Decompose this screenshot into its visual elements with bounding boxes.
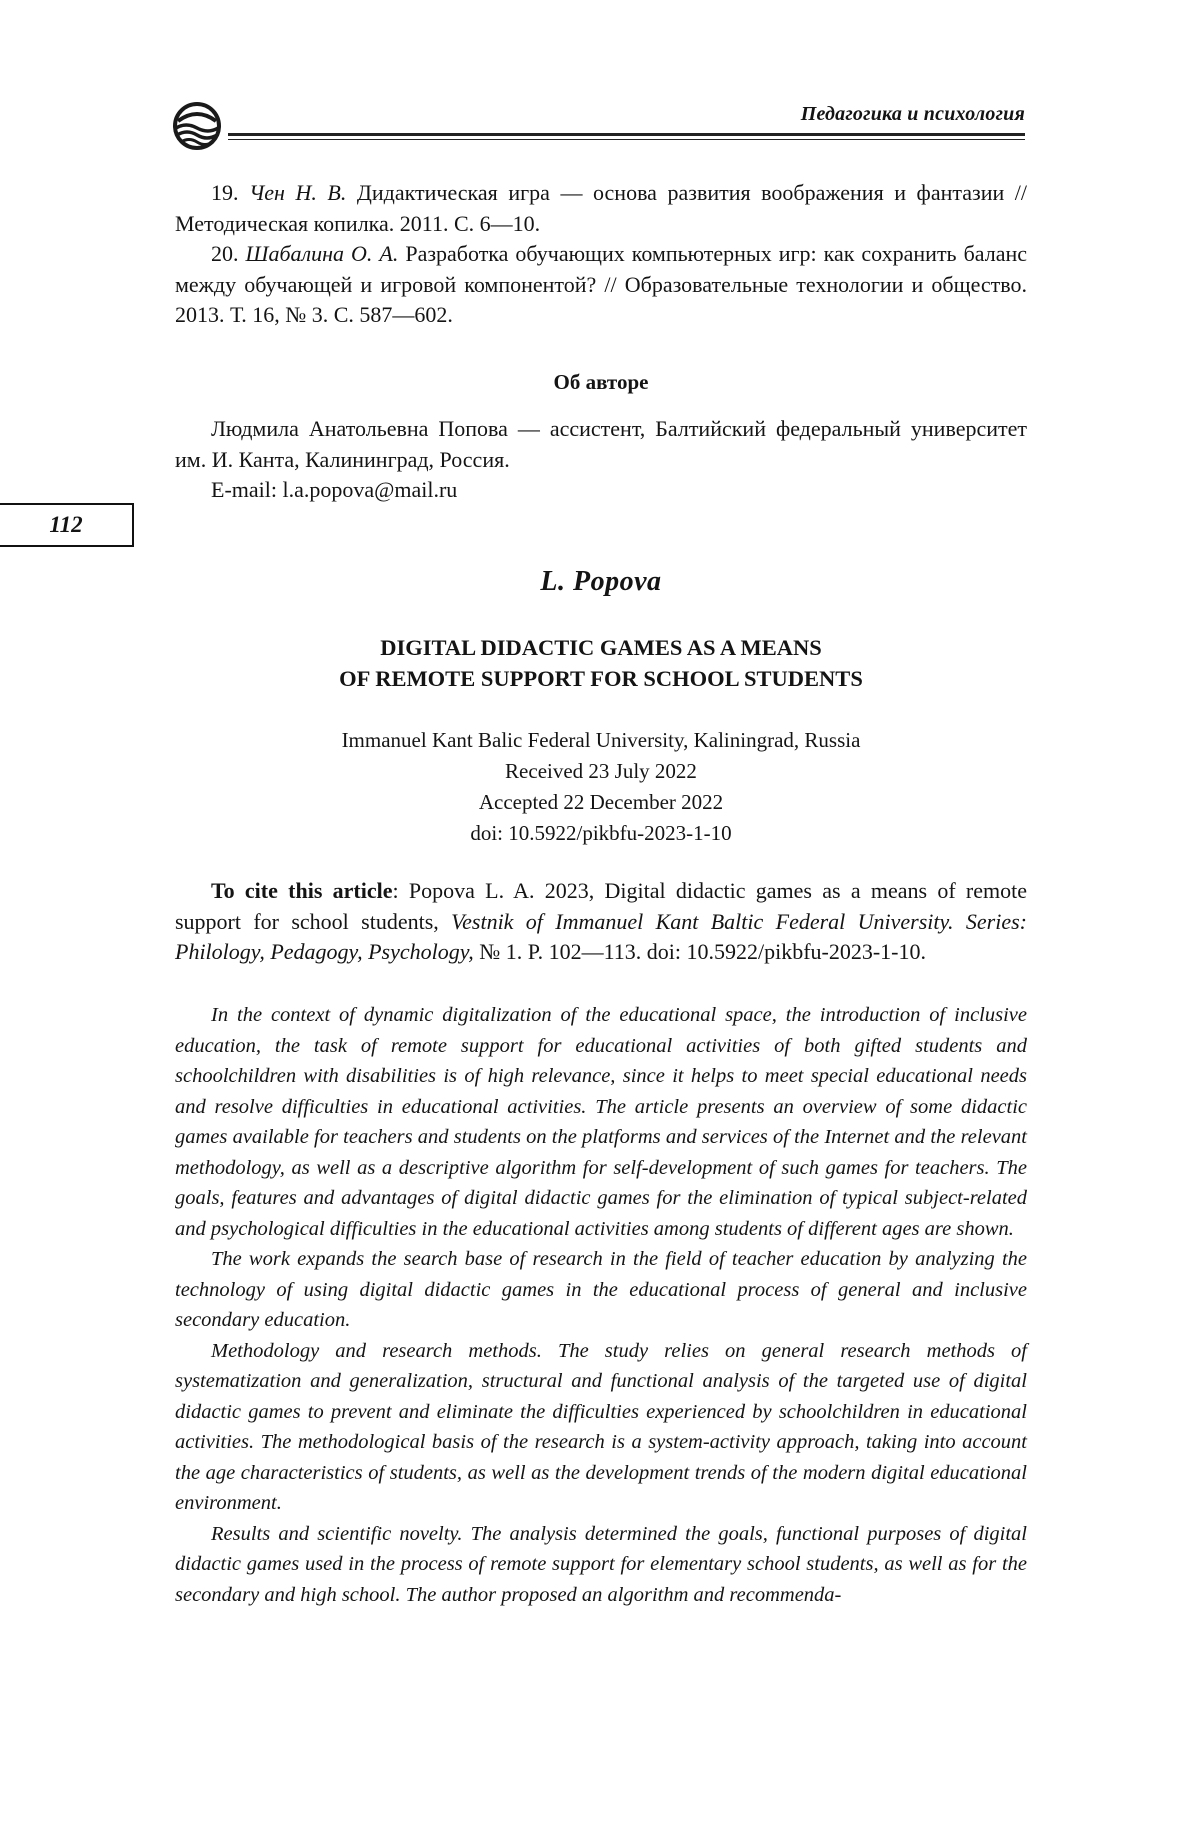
title-line: DIGITAL DIDACTIC GAMES AS A MEANS [380,635,822,660]
abstract-paragraph: In the context of dynamic digitalization of the educational space, the introduction of inclusive education, the task of remote support for educational activities of both gifted students and schoolchildren with disabilities is of high relevance, since it helps to meet special educational needs and resolve difficulties in educational activities. The article presents an overview of some didactic games available for teachers and students on the platforms and services of the Internet and the relevant methodology, as well as a descriptive algorithm for self-development of such games for teachers. The goals, features and advantages of digital didactic games for the elimination of typical subject-related and psychological difficulties in the educational activities among students of different ages are shown. [175,1004,1027,1240]
article-author: L. Popova [540,566,662,597]
journal-logo-icon [170,101,232,151]
citation-label: To cite this article [211,878,393,903]
header-rule [228,133,1025,136]
doi: doi: 10.5922/pikbfu-2023-1-10 [470,821,732,845]
author-bio: Людмила Анатольевна Попова — ассистент, Балтийский федеральный университет им. И. Канта, Калининград, Россия. [175,416,1027,472]
abstract [175,1000,1027,1610]
abstract-paragraph: The work expands the search base of research in the field of teacher education by analyzing the technology of using digital didactic games in the educational process of general and inclusive secondary education. [175,1248,1027,1331]
abstract-paragraph: Methodology and research methods. The study relies on general research methods of systematization and generalization, structural and functional analysis of the targeted use of digital didactic games to prevent and eliminate the difficulties experienced by schoolchildren in educational activities. The methodological basis of the research is a system-activity approach, taking into account the age characteristics of students, as well as the development trends of the modern digital educational environment. [175,1339,1027,1514]
reference-item: 20. Шабалина О. А. Разработка обучающих компьютерных игр: как сохранить баланс между обучающей и игровой компонентой? // Образовательные технологии и общество. 2013. Т. 16, № 3. С. 587—602. [175,241,1028,327]
received-date: Received 23 July 2022 [505,759,697,783]
author-email: E-mail: l.a.popova@mail.ru [211,477,458,502]
affiliation: Immanuel Kant Balic Federal University, Kaliningrad, Russia [341,728,861,752]
citation [175,876,1027,968]
reference-list [175,178,1027,331]
article-title [175,632,1027,694]
section-title: Педагогика и психология [800,103,1025,125]
running-header [170,95,1025,155]
article-meta [175,725,1027,849]
accepted-date: Accepted 22 December 2022 [478,790,724,814]
about-author [175,414,1027,506]
page-number: 112 [0,503,134,547]
journal-name: Vestnik of Immanuel Kant Baltic Federal University. Series: Philology, Pedagogy, Psychology, [175,908,1027,964]
title-line: OF REMOTE SUPPORT FOR SCHOOL STUDENTS [339,666,863,691]
citation-text: To cite this article: Popova L. A. 2023, Digital didactic games as a means of remote support for school students, Vestnik of Immanuel Kant Baltic Federal University. Series: Philology, Pedagogy, Psychology, № 1. P. 102—113. doi: 10.5922/pikbfu-2023-1-10. [175,878,1027,964]
header-rule-thin [228,139,1025,140]
reference-item: 19. Чен Н. В. Дидактическая игра — основа развития воображения и фантазии // Методическая копилка. 2011. С. 6—10. [175,180,1028,236]
about-heading: Об авторе [553,370,649,394]
abstract-paragraph: Results and scientific novelty. The analysis determined the goals, functional purposes of digital didactic games used in the process of remote support for elementary school students, as well as for the secondary and high school. The author proposed an algorithm and recommenda- [175,1522,1027,1606]
